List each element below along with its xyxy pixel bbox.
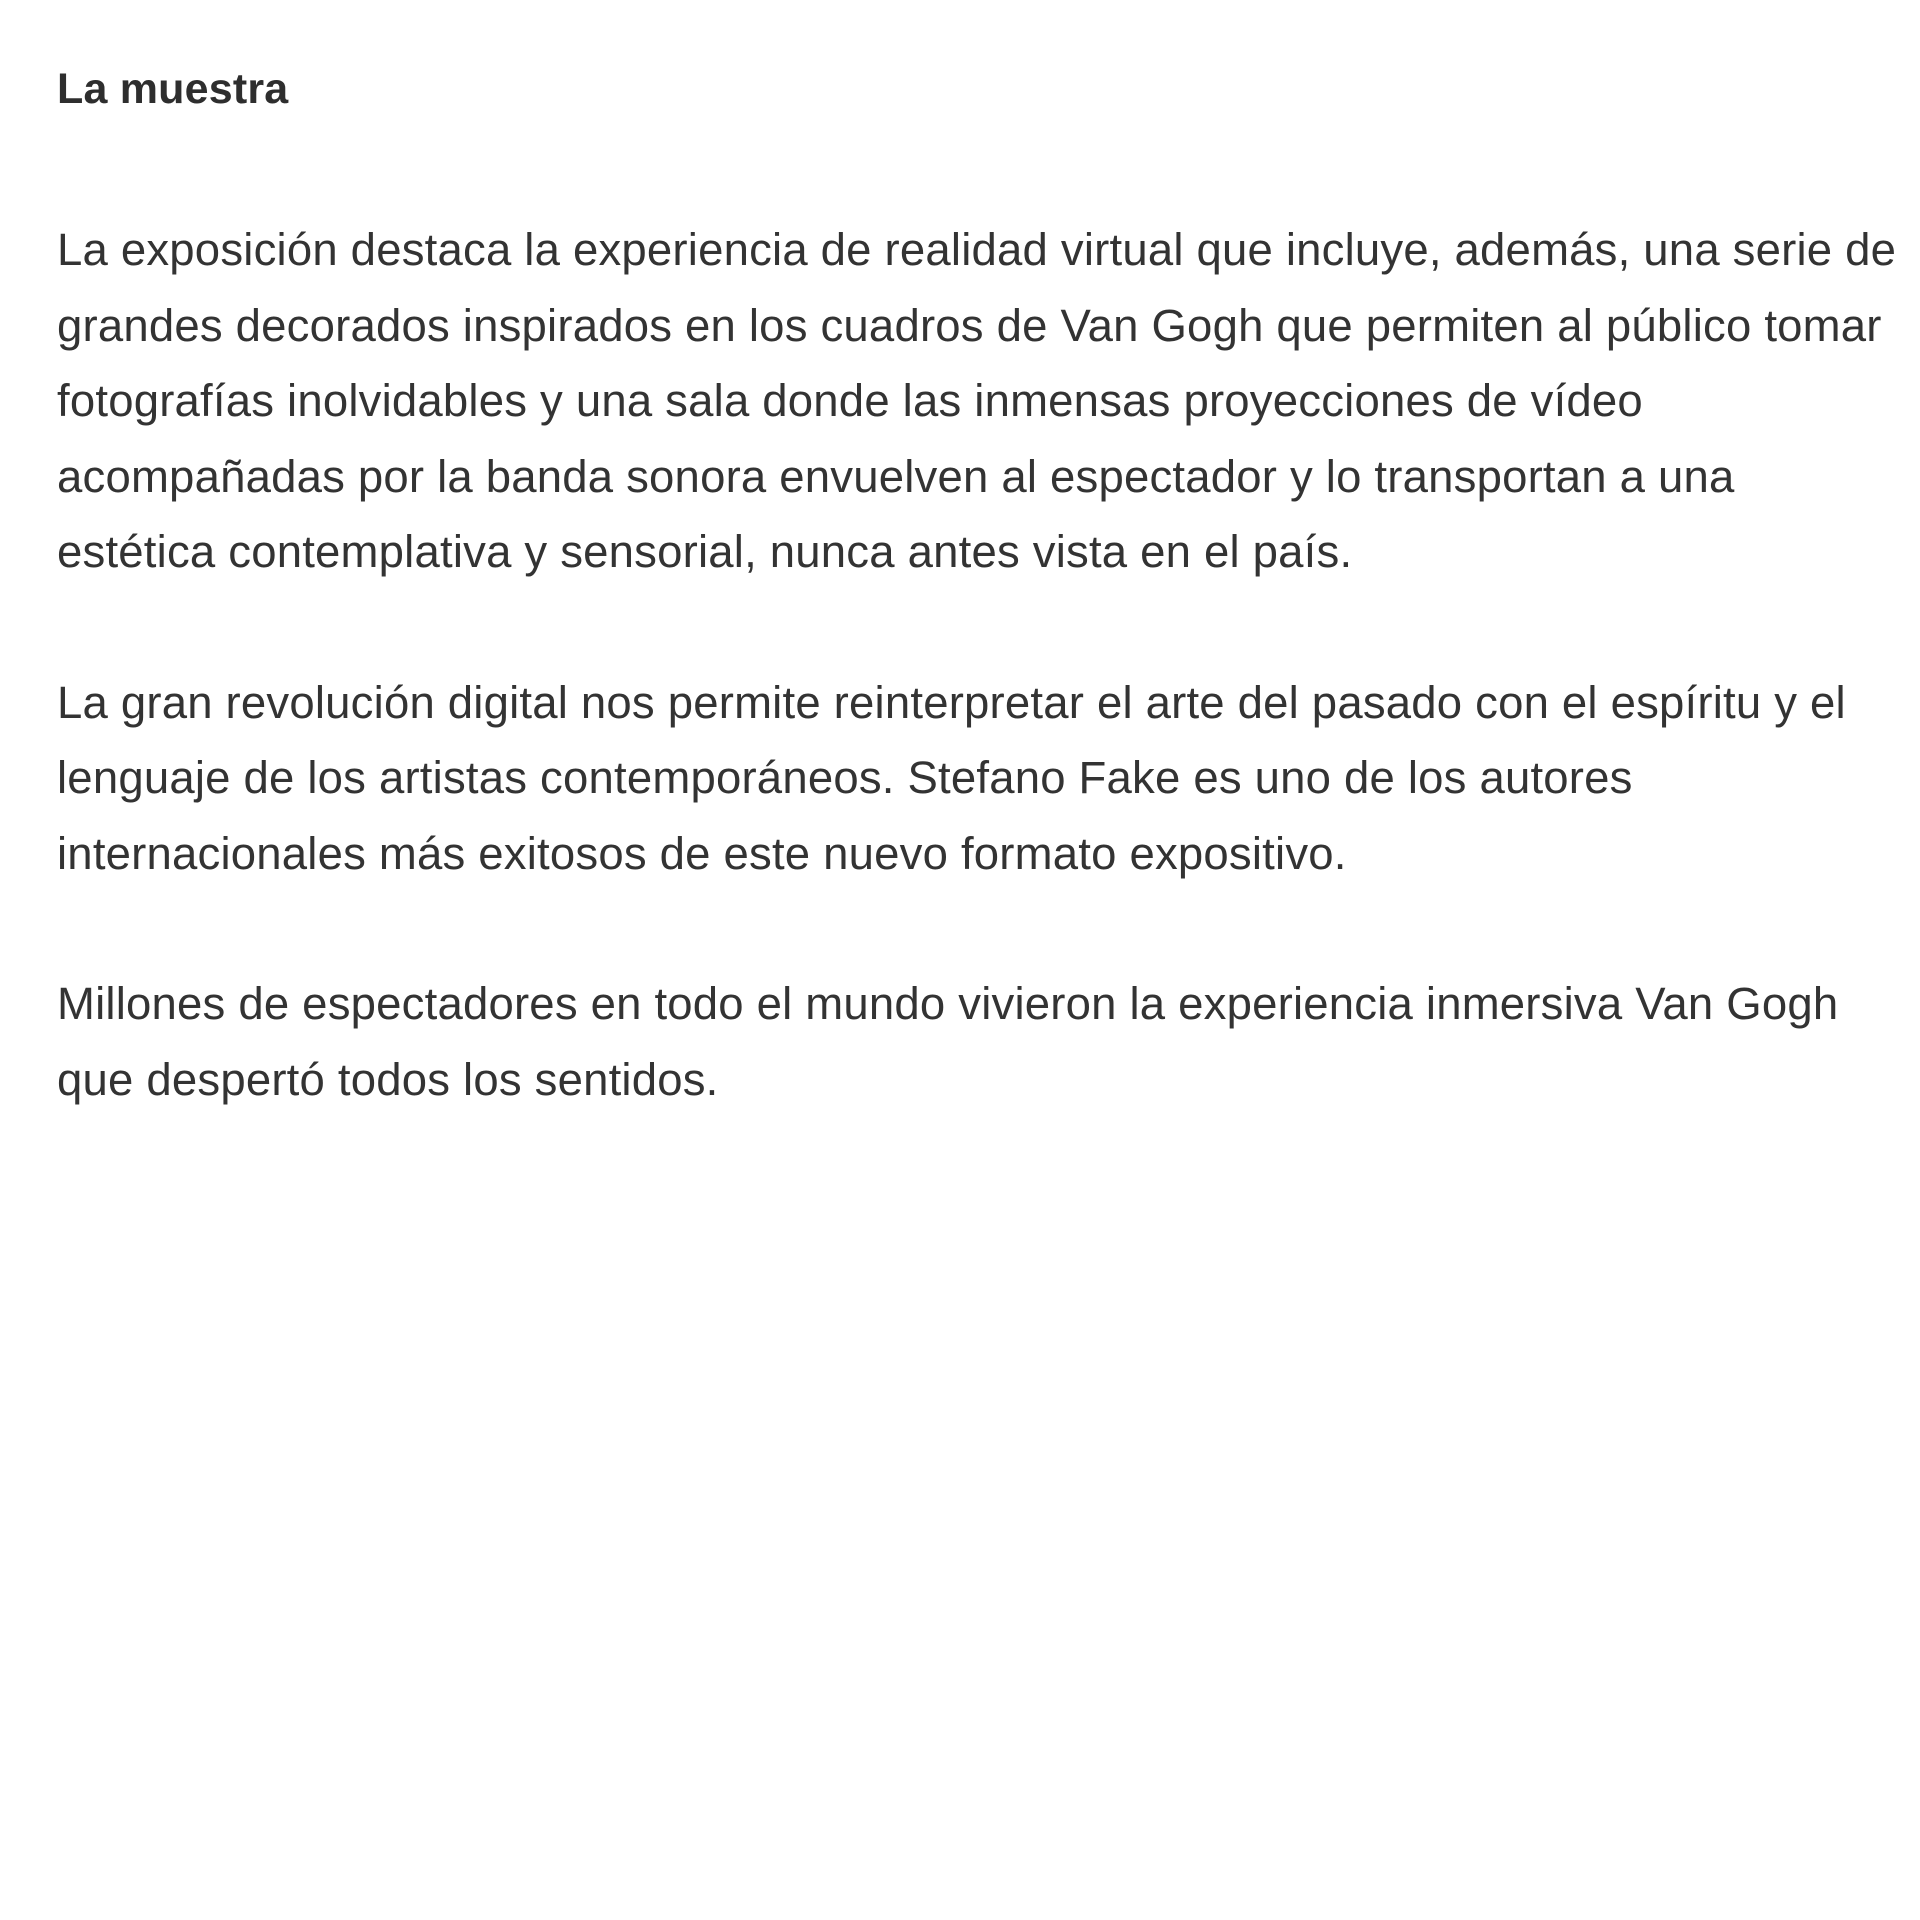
article-body: [57, 62, 1902, 1192]
paragraph-digital-revolution: La gran revolución digital nos permite reinterpretar el arte del pasado con el espíritu y el lenguaje de los artistas contemporáneos. Stefano Fake es uno de los autores internacionales más exitosos de este nuevo formato expositivo.: [57, 676, 1846, 879]
section-heading: La muestra: [57, 65, 289, 113]
paragraph-spectators: Millones de espectadores en todo el mundo vivieron la experiencia inmersiva Van Gogh que despertó todos los sentidos.: [57, 978, 1839, 1105]
paragraph-exhibition: La exposición destaca la experiencia de realidad virtual que incluye, además, una serie de grandes decorados inspirados en los cuadros de Van Gogh que permiten al público tomar fotografías inolvidables y una sala donde las inmensas proyecciones de vídeo acompañadas por la banda sonora envuelven al espectador y lo transportan a una estética contemplativa y sensorial, nunca antes vista en el país.: [57, 224, 1897, 577]
